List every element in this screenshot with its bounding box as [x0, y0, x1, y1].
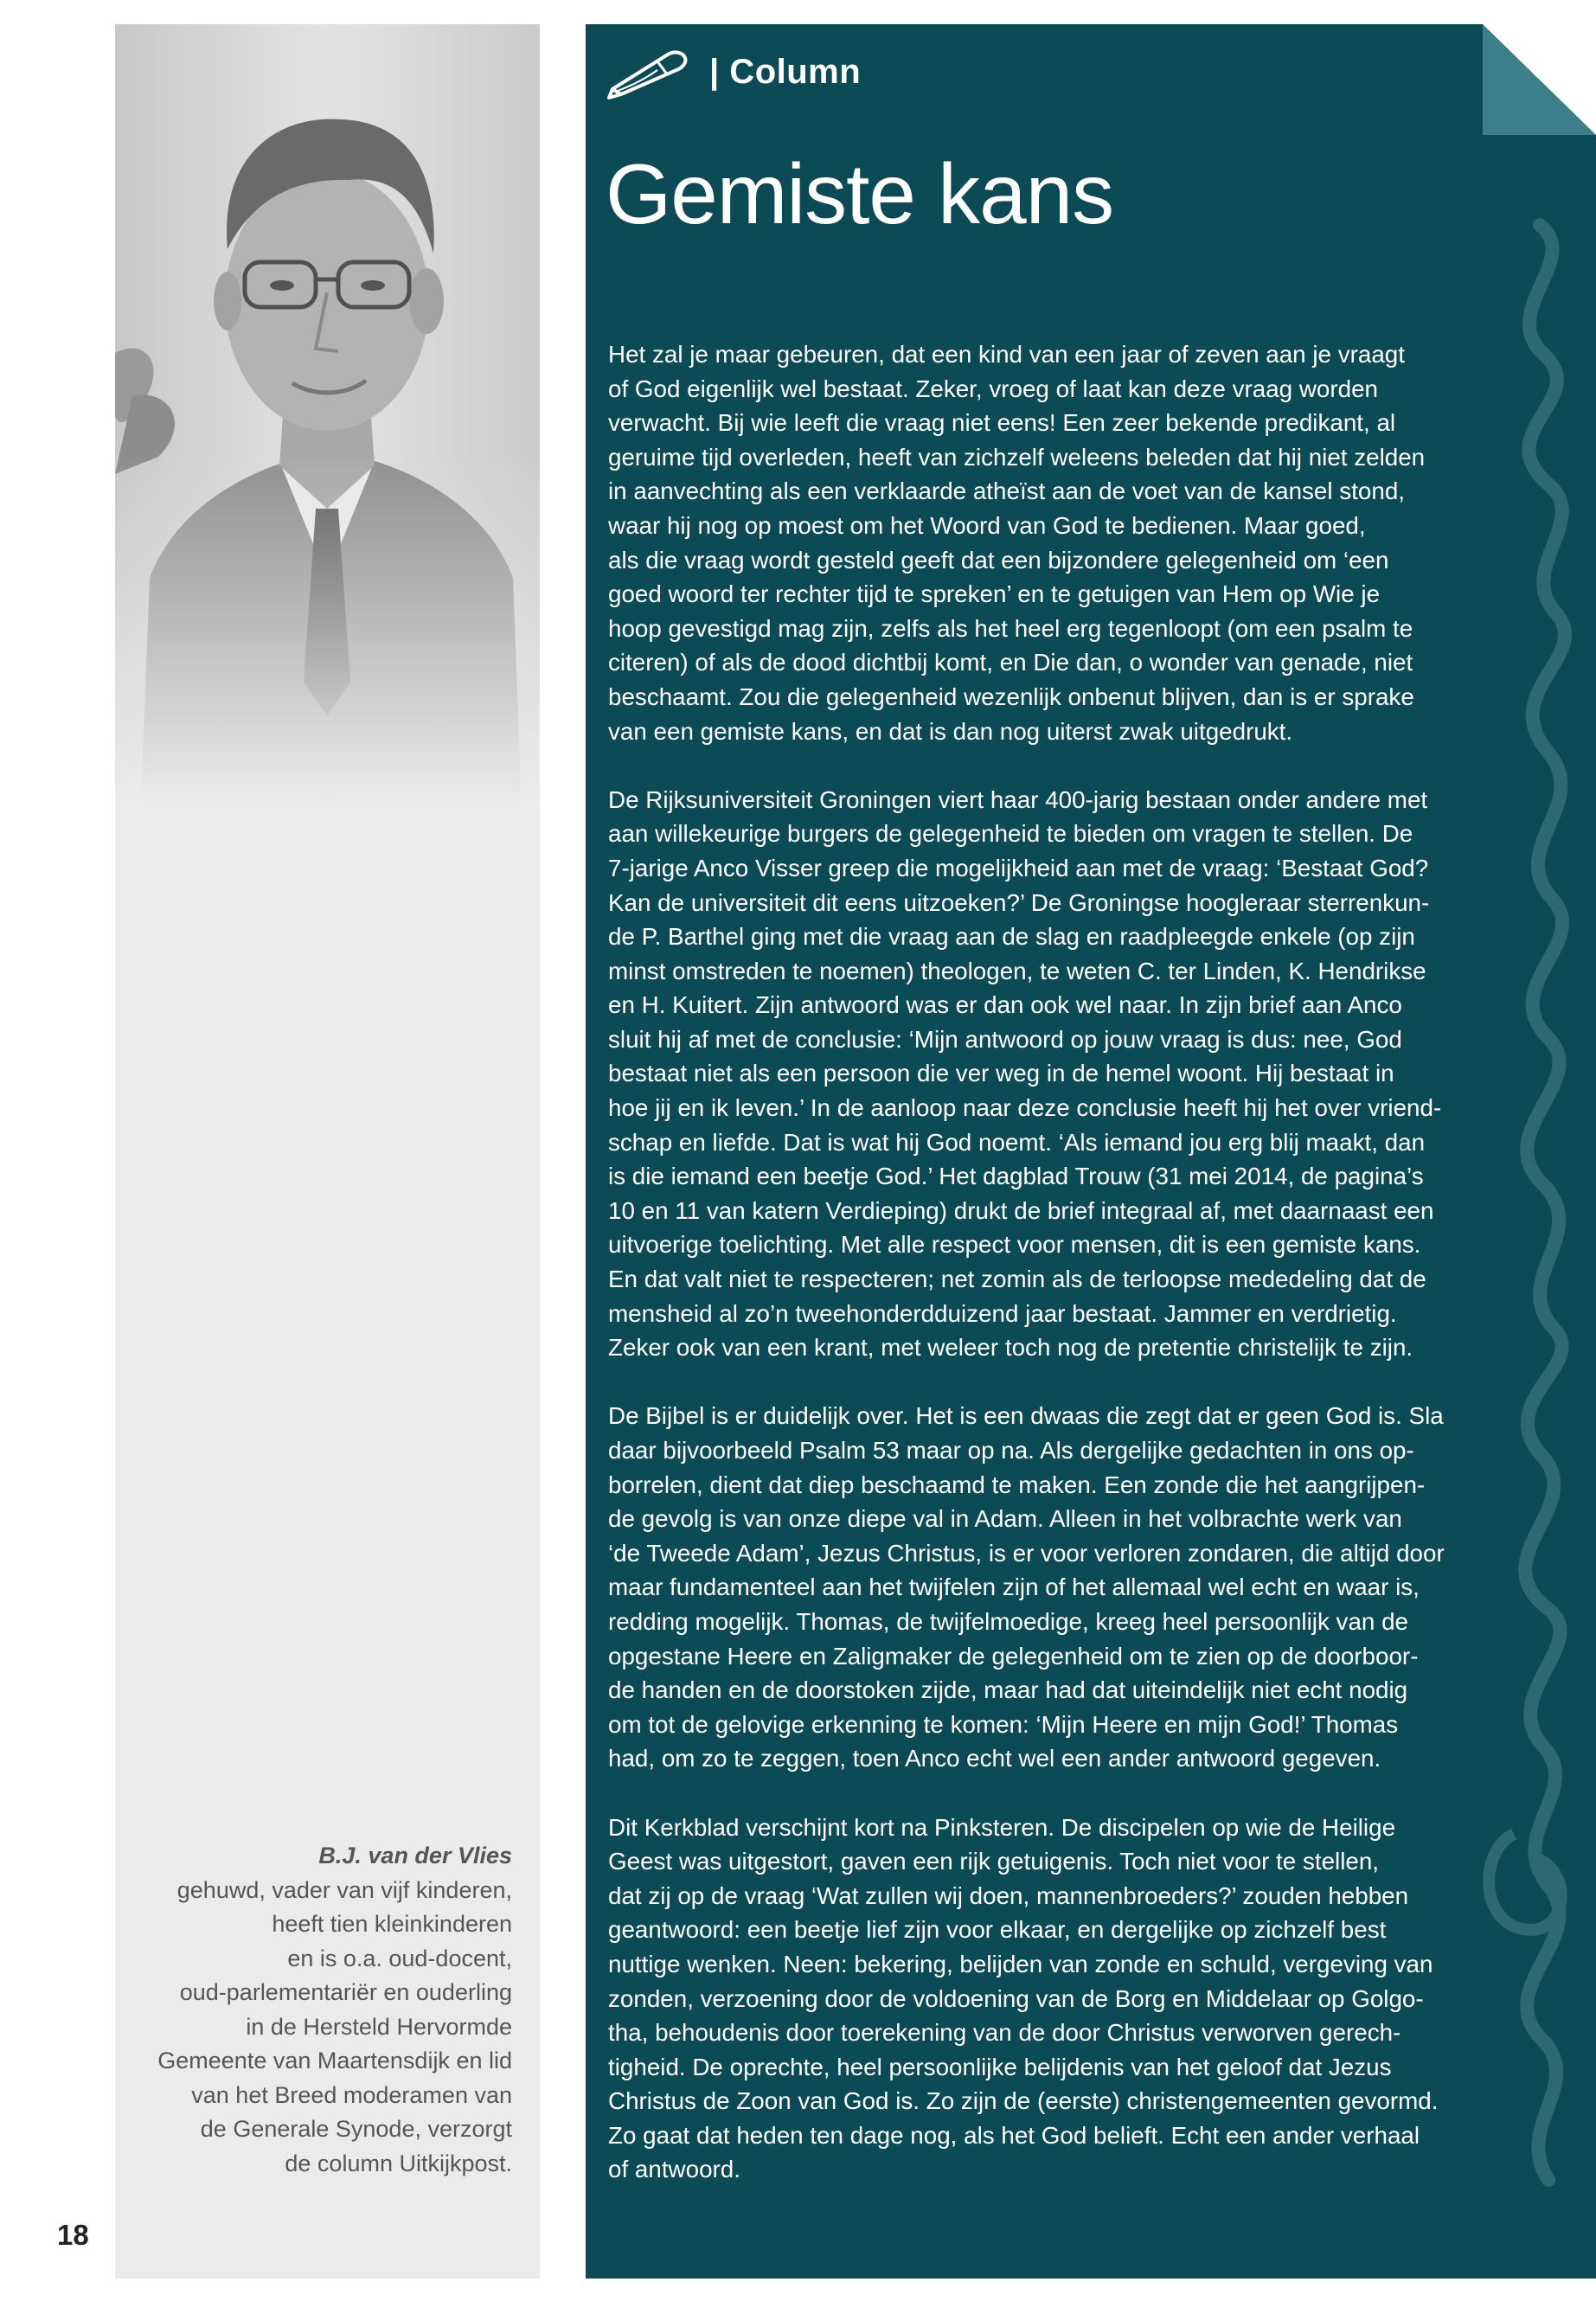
article-paragraph: Het zal je maar gebeuren, dat een kind van een jaar of zeven aan je vraagt of God eigenlijk wel bestaat. Zeker, vroeg of laat kan deze vraag worden verwacht. Bij wie leeft die vraag niet eens! Een zeer bekende predikant, al geruime tijd overleden, heeft van zichzelf weleens beleden dat hij niet zelden in aanvechting als een verklaarde atheïst aan de voet van de kansel stond, waar hij nog op moest om het Woord van God te bedienen. Maar goed, als die vraag wordt gesteld geeft dat een bijzondere gelegenheid om ‘een goed woord ter rechter tijd te spreken’ en te getuigen van Hem op Wie je hoop gevestigd mag zijn, zelfs als het heel erg tegenloopt (om een psalm te citeren) of als de dood dichtbij komt, en Die dan, o wonder van genade, niet beschaamt. Zou die gelegenheid wezenlijk onbenut blijven, dan is er sprake van een gemiste kans, en dat is dan nog uiterst zwak uitgedrukt. [608, 341, 1426, 745]
author-bio-line: Gemeente van Maartensdijk en lid [157, 2048, 512, 2073]
author-name: B.J. van der Vlies [318, 1843, 512, 1868]
page-fold-icon [1483, 24, 1596, 135]
column-header [606, 42, 861, 102]
author-bio-line: de column Uitkijkpost. [285, 2150, 512, 2176]
author-bio-line: en is o.a. oud-docent, [287, 1945, 512, 1971]
author-bio-line: gehuwd, vader van vijf kinderen, [176, 1876, 512, 1903]
author-bio-line: in de Hersteld Hervormde [246, 2013, 512, 2040]
author-bio-line: van het Breed moderamen van [191, 2081, 512, 2108]
author-bio [106, 1839, 512, 2181]
page-number: 18 [57, 2219, 89, 2251]
author-photo [115, 24, 540, 803]
author-bio-line: heeft tien kleinkinderen [272, 1911, 512, 1937]
article-paragraph: Dit Kerkblad verschijnt kort na Pinksteren. De discipelen op wie de Heilige Geest was uitgestort, gaven een rijk getuigenis. Toch niet voor te stellen, dat zij op de vraag ‘Wat zullen wij doen, mannenbroeders?’ zouden hebben geantwoord: een beetje lief zijn voor elkaar, en dergelijke op zichzelf best nuttige wenken. Neen: bekering, belijden van zonde en schuld, vergeving van zonden, verzoening door de voldoening van de Borg en Middelaar op Golgo- tha, behoudenis door toerekening van de door Christus verworven gerech- tigheid. De oprechte, heel persoonlijke belijdenis van het geloof dat Jezus Christus de Zoon van God is. Zo zijn de (eerste) christengemeenten gevormd. Zo gaat dat heden ten dage nog, als het God belieft. Echt een ander verhaal of antwoord. [608, 1813, 1439, 2183]
article-body [608, 337, 1482, 2221]
article-paragraph: De Rijksuniversiteit Groningen viert haar 400-jarig bestaan onder andere met aan willekeurige burgers de gelegenheid te bieden om vragen te stellen. De 7-jarige Anco Visser greep die mogelijkheid aan met de vraag: ‘Bestaat God? Kan de universiteit dit eens uitzoeken?’ De Groningse hoogleraar sterrenkun- de P. Barthel ging met die vraag aan de slag en raadpleegde enkele (op zijn minst omstreden te noemen) theologen, te weten C. ter Linden, K. Hendrikse en H. Kuitert. Zijn antwoord was er dan ook wel naar. In zijn brief aan Anco sluit hij af met de conclusie: ‘Mijn antwoord op jouw vraag is dus: nee, God bestaat niet als een persoon die ver weg in de hemel woont. Hij bestaat in hoe jij en ik leven.’ In de aanloop naar deze conclusie heeft hij het over vriend- schap en liefde. Dat is wat hij God noemt. ‘Als iemand jou erg blij maakt, dan is die iemand een beetje God.’ Het dagblad Trouw (31 mei 2014, de pagina’s 10 en 11 van katern Verdieping) drukt de brief integraal af, met daarnaast een uitvoerige toelichting. Met alle respect voor mensen, dit is een gemiste kans. En dat valt niet te respecteren; net zomin als de terloopse mededeling dat de mensheid al zo’n tweehonderdduizend jaar bestaat. Jammer en verdrietig. Zeker ook van een krant, met weleer toch nog de pretentie christelijk te zijn. [608, 785, 1442, 1362]
article-title: Gemiste kans [606, 146, 1114, 241]
author-bio-line: oud-parlementariër en ouderling [179, 1979, 512, 2005]
author-bio-line: de Generale Synode, verzorgt [200, 2116, 512, 2142]
pen-icon [606, 44, 692, 99]
article-paragraph: De Bijbel is er duidelijk over. Het is een dwaas die zegt dat er geen God is. Sla daar bijvoorbeeld Psalm 53 maar op na. Als dergelijke gedachten in ons op- borrelen, dient dat diep beschaamd te maken. Een zonde die het aangrijpen- de gevolg is van onze diepe val in Adam. Alleen in het volbrachte werk van ‘de Tweede Adam’, Jezus Christus, is er voor verloren zondaren, die altijd door maar fundamenteel aan het twijfelen zijn of het allemaal wel echt en waar is, redding mogelijk. Thomas, de twijfelmoedige, kreeg heel persoonlijk van de opgestane Heere en Zaligmaker de gelegenheid om te zien op de doorboor- de handen en de doorstoken zijde, maar had dat uiteindelijk niet echt nodig om tot de gelovige erkenning te komen: ‘Mijn Heere en mijn God!’ Thomas had, om zo te zeggen, toen Anco echt wel een ander antwoord gegeven. [608, 1402, 1445, 1772]
section-label: | Column [709, 52, 862, 91]
